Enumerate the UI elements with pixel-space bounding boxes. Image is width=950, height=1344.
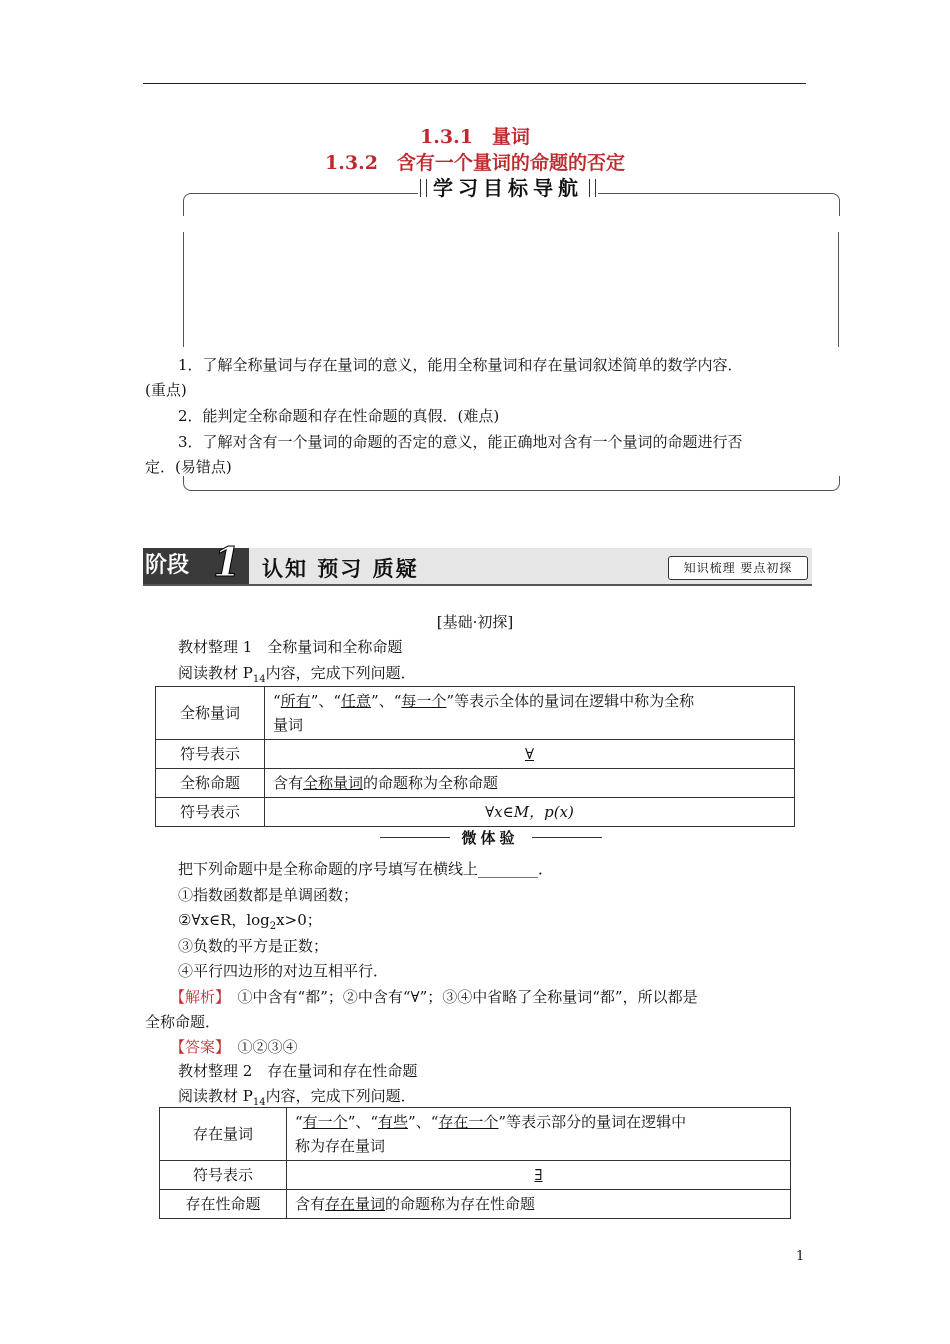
table-row [160, 1108, 791, 1161]
analysis: 【解析】 ①中含有“都”；②中含有“∀”；③④中省略了全称量词“都”，所以都是 [170, 988, 698, 1006]
table-row [156, 769, 795, 798]
nav-title: 学习目标导航 [418, 175, 598, 201]
goal-2: 2．能判定全称命题和存在性命题的真假．(难点) [178, 407, 500, 425]
goal-1-tag: (重点) [145, 381, 187, 399]
goal-3-tag: 定．(易错点) [145, 458, 232, 476]
row-label: 符号表示 [160, 1161, 287, 1190]
row-value: ∀x∈M，p(x) [265, 798, 795, 827]
header-rule [143, 83, 806, 84]
section1-heading: 教材整理 1 全称量词和全称命题 [178, 638, 403, 656]
table-row [160, 1190, 791, 1219]
section2-heading: 教材整理 2 存在量词和存在性命题 [178, 1062, 418, 1080]
stage-number: 1 [213, 539, 241, 586]
row-value: 含有全称量词的命题称为全称命题 [265, 769, 795, 798]
goal-1: 1．了解全称量词与存在量词的意义，能用全称量词和存在量词叙述简单的数学内容． [178, 356, 743, 374]
micro-item-3: ③负数的平方是正数； [178, 937, 329, 955]
table-row [156, 798, 795, 827]
micro-item-1: ①指数函数都是单调函数； [178, 886, 359, 904]
existential-table [159, 1107, 791, 1219]
stage-tag: 知识梳理 要点初探 [668, 556, 808, 580]
table-row [160, 1161, 791, 1190]
micro-item-2: ②∀x∈R，$\log_2x>0$； [178, 911, 322, 932]
stage-title: 认知 预习 质疑 [262, 557, 419, 581]
row-label: 存在性命题 [160, 1190, 287, 1219]
table-row [156, 740, 795, 769]
nav-frame-right [838, 232, 839, 347]
section1-intro: 阅读教材 $P_{14}$内容，完成下列问题． [178, 664, 416, 685]
basics-label: [基础·初探] [436, 613, 514, 631]
section-title-1: 1.3.1 量词 [420, 126, 530, 148]
row-value: 含有存在量词的命题称为存在性命题 [287, 1190, 791, 1219]
answer: 【答案】 ①②③④ [170, 1038, 298, 1056]
micro-question: 把下列命题中是全称命题的序号填写在横线上________． [178, 860, 554, 878]
section2-intro: 阅读教材 $P_{14}$内容，完成下列问题． [178, 1087, 416, 1108]
row-label: 全称命题 [156, 769, 265, 798]
section-title-2: 1.3.2 含有一个量词的命题的否定 [325, 152, 625, 174]
nav-frame-left [183, 232, 184, 347]
row-value: “所有”、“任意”、“每一个”等表示全体的量词在逻辑中称为全称 量词 [265, 687, 795, 740]
row-label: 符号表示 [156, 798, 265, 827]
row-label: 全称量词 [156, 687, 265, 740]
nav-frame-bottom [183, 476, 840, 491]
goal-3: 3．了解对含有一个量词的命题的否定的意义，能正确地对含有一个量词的命题进行否 [178, 433, 743, 451]
table-row [156, 687, 795, 740]
page-number: 1 [796, 1249, 805, 1264]
stage-label: 阶段 [143, 548, 249, 584]
micro-title: 微体验 [376, 826, 604, 850]
universal-table [155, 686, 795, 827]
row-value: ∀ [265, 740, 795, 769]
row-label: 符号表示 [156, 740, 265, 769]
row-value: ∃ [287, 1161, 791, 1190]
row-value: “有一个”、“有些”、“存在一个”等表示部分的量词在逻辑中 称为存在量词 [287, 1108, 791, 1161]
row-label: 存在量词 [160, 1108, 287, 1161]
micro-item-4: ④平行四边形的对边互相平行． [178, 962, 389, 980]
micro-rule-right [532, 837, 602, 838]
analysis-cont: 全称命题． [145, 1013, 221, 1031]
